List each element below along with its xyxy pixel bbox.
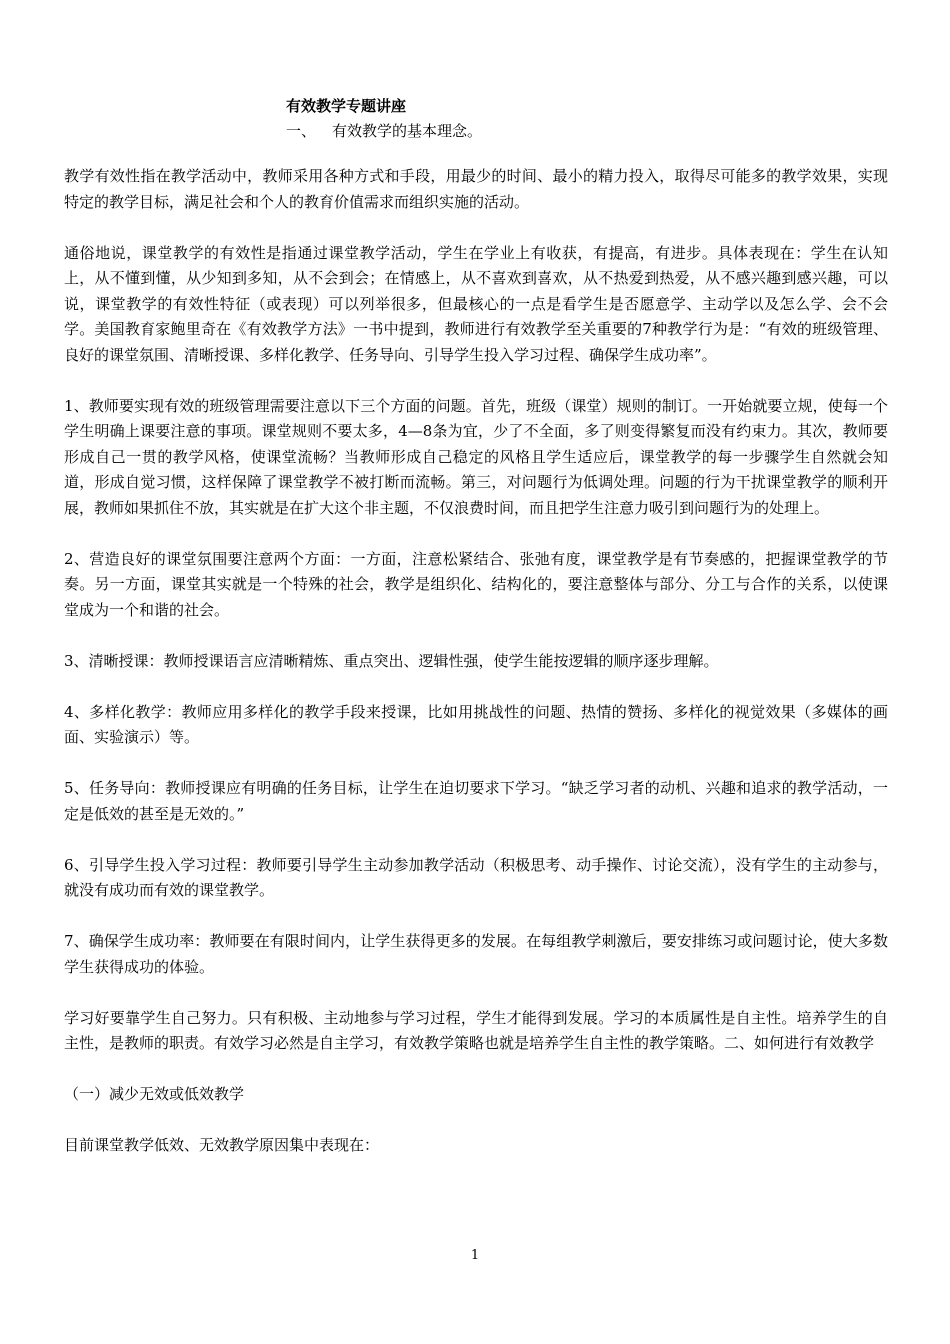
paragraph-point-3: 3、清晰授课：教师授课语言应清晰精炼、重点突出、逻辑性强，使学生能按逻辑的顺序逐步理解。 [64,651,719,670]
paragraph-point-6: 6、引导学生投入学习过程：教师要引导学生主动参加教学活动（积极思考、动手操作、讨论交流），没有学生的主动参与，就没有成功而有效的课堂教学。 [64,855,888,899]
paragraph-point-4: 4、多样化教学：教师应用多样化的教学手段来授课，比如用挑战性的问题、热情的赞扬、多样化的视觉效果（多媒体的画面、实验演示）等。 [64,702,888,746]
paragraph-point-5: 5、任务导向：教师授课应有明确的任务目标，让学生在迫切要求下学习。“缺乏学习者的动机、兴趣和追求的教学活动，一定是低效的甚至是无效的。” [64,779,888,823]
paragraph-point-2: 2、营造良好的课堂氛围要注意两个方面：一方面，注意松紧结合、张弛有度，课堂教学是有节奏感的，把握课堂教学的节奏。另一方面，课堂其实就是一个特殊的社会，教学是组织化、结构化的，要注意整体与部分、分工与合作的关系，以使课堂成为一个和谐的社会。 [64,549,888,619]
paragraph-summary: 学习好要靠学生自己努力。只有积极、主动地参与学习过程，学生才能得到发展。学习的本质属性是自主性。培养学生的自主性，是教师的职责。有效学习必然是自主学习，有效教学策略也就是培养学生自主性的教学策略。二、如何进行有效教学 [64,1008,888,1052]
paragraph-definition: 教学有效性指在教学活动中，教师采用各种方式和手段，用最少的时间、最小的精力投入，取得尽可能多的教学效果，实现特定的教学目标，满足社会和个人的教育价值需求而组织实施的活动。 [64,167,888,211]
page-number: 1 [470,1248,480,1263]
paragraph-causes: 目前课堂教学低效、无效教学原因集中表现在： [64,1136,380,1154]
document-body [64,164,888,1184]
paragraph-point-1: 1、教师要实现有效的班级管理需要注意以下三个方面的问题。首先，班级（课堂）规则的制订。一开始就要立规，使每一个学生明确上课要注意的事项。课堂规则不要太多，4—8条为宜，少了不全面，多了则变得繁复而没有约束力。其次，教师要形成自己一贯的教学风格，使课堂流畅？当教师形成自己稳定的风格且学生适应后，课堂教学的每一步骤学生自然就会知道，形成自觉习惯，这样保障了课堂教学不被打断而流畅。第三，对问题行为低调处理。问题的行为干扰课堂教学的顺利开展，教师如果抓住不放，其实就是在扩大这个非主题，不仅浪费时间，而且把学生注意力吸引到问题行为的处理上。 [64,396,888,517]
paragraph-point-7: 7、确保学生成功率：教师要在有限时间内，让学生获得更多的发展。在每组教学刺激后，要安排练习或问题讨论，使大多数学生获得成功的体验。 [64,932,888,976]
subsection-heading: （一）减少无效或低效教学 [64,1085,245,1103]
section-heading-1 [286,121,482,141]
document-title: 有效教学专题讲座 [286,97,407,115]
section-number: 一、 [286,122,317,140]
paragraph-overview: 通俗地说，课堂教学的有效性是指通过课堂教学活动，学生在学业上有收获，有提高，有进步。具体表现在：学生在认知上，从不懂到懂，从少知到多知，从不会到会；在情感上，从不喜欢到喜欢，从不热爱到热爱，从不感兴趣到感兴趣，可以说，课堂教学的有效性特征（或表现）可以列举很多，但最核心的一点是看学生是否愿意学、主动学以及怎么学、会不会学。美国教育家鲍里奇在《有效教学方法》一书中提到，教师进行有效教学至关重要的7种教学行为是：“有效的班级管理、良好的课堂氛围、清晰授课、多样化教学、任务导向、引导学生投入学习过程、确保学生成功率”。 [64,243,888,364]
section-title: 有效教学的基本理念。 [332,122,483,140]
